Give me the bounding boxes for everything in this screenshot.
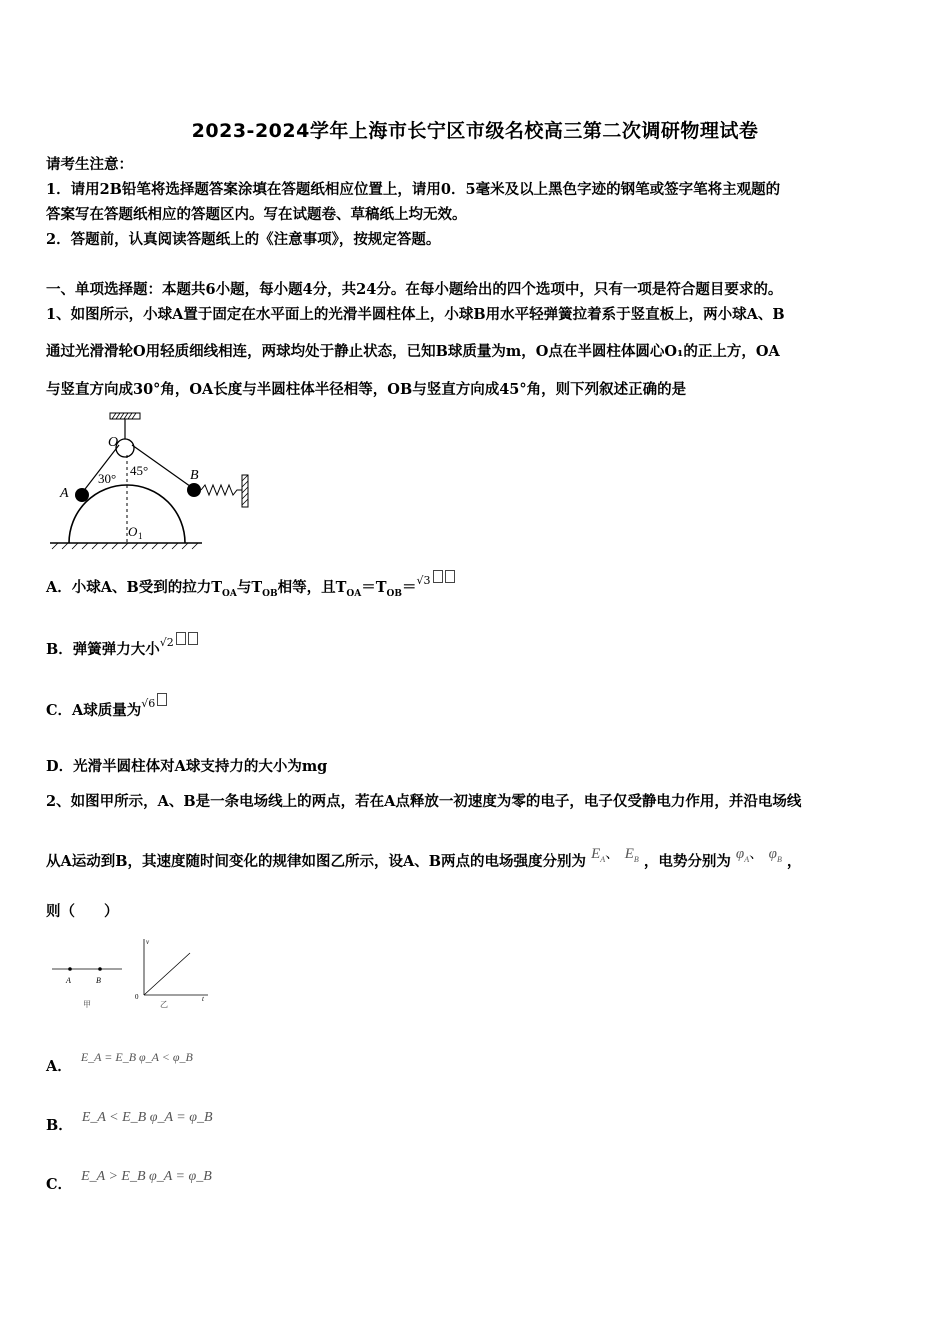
q2-figure xyxy=(48,935,218,1015)
notice-item2: 2．答题前，认真阅读答题纸上的《注意事项》，按规定答题。 xyxy=(46,231,441,248)
q1-option-a-root: √3 xyxy=(416,574,431,587)
q1-option-a-eq: ＝T xyxy=(361,579,387,596)
q2-line2-end: ， xyxy=(786,853,802,870)
missing-glyph-box xyxy=(157,693,167,706)
q1-angle-30: 30° xyxy=(98,471,117,486)
q2-fig-label-zero: 0 xyxy=(135,993,139,1001)
q2-line2-text: 从A运动到B，其速度随时间变化的规律如图乙所示，设A、B两点的电场强度分别为 xyxy=(46,853,587,870)
q2-option-c-math: E_A > E_B φ_A = φ_B xyxy=(81,1169,212,1184)
q2-option-c-label: C． xyxy=(46,1176,73,1193)
missing-glyph-box xyxy=(176,632,186,645)
q2-line2-text2: ，电势分别为 xyxy=(643,853,731,870)
q2-option-a[interactable] xyxy=(46,1050,193,1076)
q1-option-d[interactable]: D．光滑半圆柱体对A球支持力的大小为mg xyxy=(46,758,328,775)
q2-fig-label-t: t xyxy=(202,995,204,1003)
missing-glyph-box xyxy=(433,570,443,583)
missing-glyph-box xyxy=(445,570,455,583)
q1-option-a-mid: 与T xyxy=(236,579,263,596)
q1-line2: 通过光滑滑轮O用轻质细线相连，两球均处于静止状态，已知B球质量为m，O点在半圆柱体圆心O₁的正上方，OA xyxy=(46,343,780,360)
q2-sep2: 、 xyxy=(749,846,764,862)
missing-glyph-box xyxy=(188,632,198,645)
q1-label-O1: O xyxy=(128,524,138,539)
q1-option-a-sub3: OA xyxy=(346,588,362,599)
q2-option-c[interactable] xyxy=(46,1169,212,1194)
q2-fig-label-v: v xyxy=(146,938,150,946)
q1-option-a-sub2: OB xyxy=(262,588,278,599)
q1-option-a-text: A．小球A、B受到的拉力T xyxy=(46,579,223,596)
q2-fig-label-jia: 甲 xyxy=(83,1000,91,1009)
q1-label-A: A xyxy=(60,486,69,501)
q1-line1: 1、如图所示，小球A置于固定在水平面上的光滑半圆柱体上，小球B用水平轻弹簧拉着系于竖直板上，两小球A、B xyxy=(46,306,785,323)
q1-option-c-text: C．A球质量为 xyxy=(46,702,142,719)
q1-option-a-mid2: 相等，且T xyxy=(277,579,347,596)
q2-EA: $E_A$ xyxy=(591,846,606,864)
q1-option-b-root: √2 xyxy=(159,636,174,649)
q1-label-O1-sub: 1 xyxy=(138,531,143,541)
q1-option-a-sub1: OA xyxy=(222,588,237,599)
q1-line3: 与竖直方向成30°角，OA长度与半圆柱体半径相等，OB与竖直方向成45°角，则下列叙述正确的是 xyxy=(46,381,687,398)
page-title: 2023-2024学年上海市长宁区市级名校高三第二次调研物理试卷 xyxy=(191,120,759,142)
q2-line3: 则（ ） xyxy=(46,903,119,920)
q1-option-b[interactable] xyxy=(46,638,198,659)
q2-fig-label-A: A xyxy=(66,976,71,985)
q1-option-a-sub4: OB xyxy=(386,588,402,599)
q2-phiA: $\varphi_A$ xyxy=(735,846,750,864)
q1-label-B: B xyxy=(190,468,199,483)
notice-item1-line1: 1．请用2B铅笔将选择题答案涂填在答题纸相应位置上，请用0．5毫米及以上黑色字迹的钢笔或签字笔将主观题的 xyxy=(46,181,781,198)
q1-label-O: O xyxy=(108,435,119,450)
q2-option-b-math: E_A < E_B φ_A = φ_B xyxy=(81,1110,213,1125)
q2-option-b[interactable] xyxy=(46,1110,213,1135)
notice-item1-line2: 答案写在答题纸相应的答题区内。写在试题卷、草稿纸上均无效。 xyxy=(46,206,467,223)
notice-heading: 请考生注意： xyxy=(46,156,133,173)
q1-option-a-end: ＝ xyxy=(402,579,417,596)
q2-option-a-label: A． xyxy=(46,1058,72,1075)
q2-EB: $E_B$ xyxy=(624,846,639,864)
q2-sep1: 、 xyxy=(605,846,620,862)
section-heading: 一、单项选择题：本题共6小题，每小题4分，共24分。在每小题给出的四个选项中，只有一项是符合题目要求的。 xyxy=(46,281,783,298)
q1-angle-45: 45° xyxy=(130,463,149,478)
q1-figure xyxy=(44,405,264,555)
q2-line2 xyxy=(46,846,802,872)
q2-line1: 2、如图甲所示，A、B是一条电场线上的两点，若在A点释放一初速度为零的电子，电子仅受静电力作用，并沿电场线 xyxy=(46,793,802,810)
q1-option-c-root: √6 xyxy=(141,697,156,710)
q1-option-c[interactable] xyxy=(46,699,167,720)
q1-option-a[interactable] xyxy=(46,576,455,599)
q2-phiB: $\varphi_B$ xyxy=(768,846,782,864)
q2-option-b-label: B． xyxy=(46,1117,73,1134)
q2-option-a-math: E_A = E_B φ_A < φ_B xyxy=(80,1050,193,1064)
q2-fig-label-B: B xyxy=(96,976,101,985)
q1-option-b-text: B．弹簧弹力大小 xyxy=(46,641,160,658)
q2-fig-label-yi: 乙 xyxy=(160,1000,168,1009)
